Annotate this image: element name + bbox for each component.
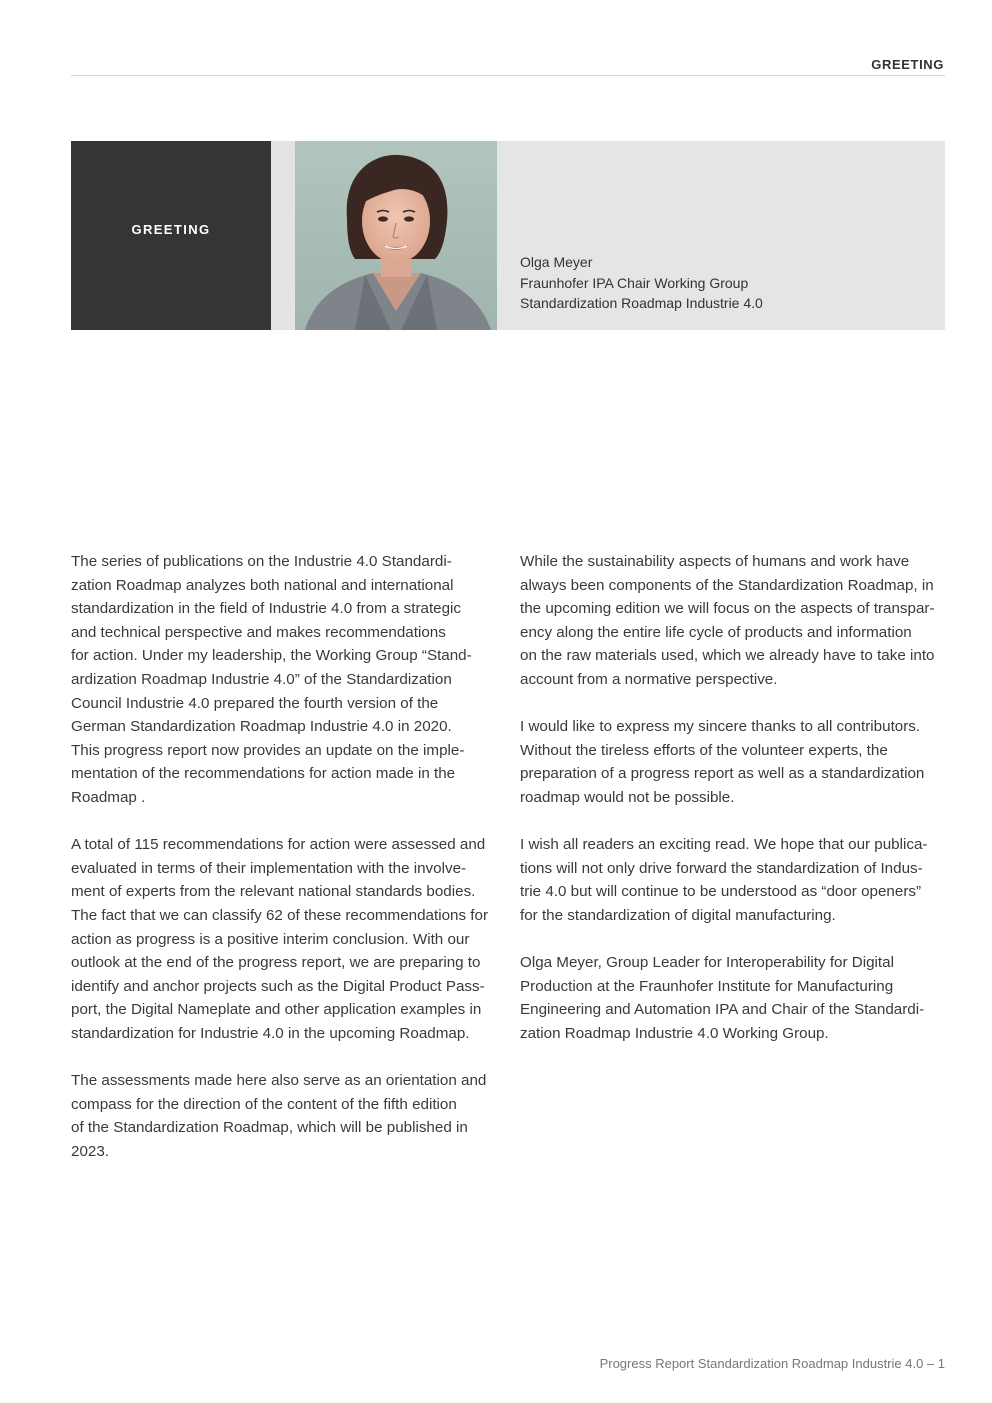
text-line: The series of publications on the Industrie 4.0 Standardi-: [71, 553, 452, 570]
text-line: ardization Roadmap Industrie 4.0” of the Standardization: [71, 670, 452, 688]
author-role-line-2: Standardization Roadmap Industrie 4.0: [520, 295, 763, 311]
text-line: German Standardization Roadmap Industrie 4.0 in 2020.: [71, 718, 452, 736]
text-line: outlook at the end of the progress report, we are preparing to: [71, 954, 481, 972]
text-line: ency along the entire life cycle of products and information: [520, 623, 912, 641]
text-line: account from a normative perspective.: [520, 670, 778, 688]
author-name: Olga Meyer: [520, 254, 593, 270]
section-label-block: [71, 141, 271, 330]
text-line: Council Industrie 4.0 prepared the fourth version of the: [71, 694, 439, 712]
text-line: I wish all readers an exciting read. We hope that our publica-: [520, 836, 928, 854]
text-line: evaluated in terms of their implementation with the involve-: [71, 859, 467, 877]
running-header-title: GREETING: [871, 57, 944, 72]
paragraph: [520, 715, 950, 809]
text-line: Engineering and Automation IPA and Chair of the Standardi-: [520, 1001, 925, 1019]
paragraph: [71, 550, 501, 810]
text-line: The fact that we can classify 62 of these recommendations for: [71, 906, 489, 924]
text-line: While the sustainability aspects of humans and work have: [520, 553, 910, 570]
signature-paragraph: [520, 951, 950, 1045]
text-line: Production at the Fraunhofer Institute for Manufacturing: [520, 977, 894, 995]
text-line: and technical perspective and makes recommendations: [71, 623, 446, 641]
text-line: zation Roadmap Industrie 4.0 Working Group.: [520, 1024, 829, 1042]
text-line: port, the Digital Nameplate and other application examples in: [71, 1001, 482, 1019]
paragraph: [520, 550, 950, 692]
paragraph: [520, 833, 950, 927]
text-line: Roadmap .: [71, 788, 146, 806]
text-line: tions will not only drive forward the standardization of Indus-: [520, 859, 923, 877]
text-line: standardization in the field of Industrie 4.0 from a strategic: [71, 600, 462, 618]
text-line: preparation of a progress report as well as a standardization: [520, 765, 925, 783]
text-line: ment of experts from the relevant national standards bodies.: [71, 883, 476, 901]
text-line: compass for the direction of the content of the fifth edition: [71, 1095, 457, 1113]
text-line: of the Standardization Roadmap, which will be published in: [71, 1119, 468, 1137]
text-line: on the raw materials used, which we already have to take into: [520, 647, 935, 665]
page-footer: Progress Report Standardization Roadmap Industrie 4.0 – 1: [599, 1356, 945, 1371]
author-info-block: [497, 141, 945, 330]
text-line: I would like to express my sincere thanks to all contributors.: [520, 718, 921, 736]
text-line: mentation of the recommendations for action made in the: [71, 765, 456, 783]
text-line: action as progress is a positive interim conclusion. With our: [71, 930, 470, 948]
text-line: Without the tireless efforts of the volunteer experts, the: [520, 741, 888, 759]
author-credit: [520, 252, 763, 314]
body-column-right: [520, 550, 950, 1069]
banner-spacer: [271, 141, 295, 330]
text-line: The assessments made here also serve as an orientation and: [71, 1072, 487, 1090]
author-role-line-1: Fraunhofer IPA Chair Working Group: [520, 274, 749, 291]
text-line: standardization for Industrie 4.0 in the upcoming Roadmap.: [71, 1024, 470, 1042]
text-line: This progress report now provides an update on the imple-: [71, 741, 465, 759]
portrait-photo: [295, 141, 497, 330]
paragraph: [71, 833, 501, 1045]
text-line: roadmap would not be possible.: [520, 788, 735, 806]
paragraph: [71, 1069, 501, 1163]
section-label: GREETING: [131, 222, 211, 237]
text-line: for action. Under my leadership, the Working Group “Stand-: [71, 647, 472, 665]
text-line: 2023.: [71, 1142, 110, 1160]
header-divider: [71, 75, 945, 76]
text-line: zation Roadmap analyzes both national and international: [71, 576, 454, 594]
text-line: trie 4.0 but will continue to be understood as “door openers”: [520, 883, 922, 901]
text-line: always been components of the Standardization Roadmap, in: [520, 576, 934, 594]
text-line: Olga Meyer, Group Leader for Interoperability for Digital: [520, 954, 894, 972]
text-line: identify and anchor projects such as the Digital Product Pass-: [71, 977, 485, 995]
text-line: A total of 115 recommendations for action were assessed and: [71, 836, 486, 854]
text-line: the upcoming edition we will focus on the aspects of transpar-: [520, 600, 935, 618]
text-line: for the standardization of digital manufacturing.: [520, 906, 836, 924]
body-column-left: [71, 550, 501, 1187]
